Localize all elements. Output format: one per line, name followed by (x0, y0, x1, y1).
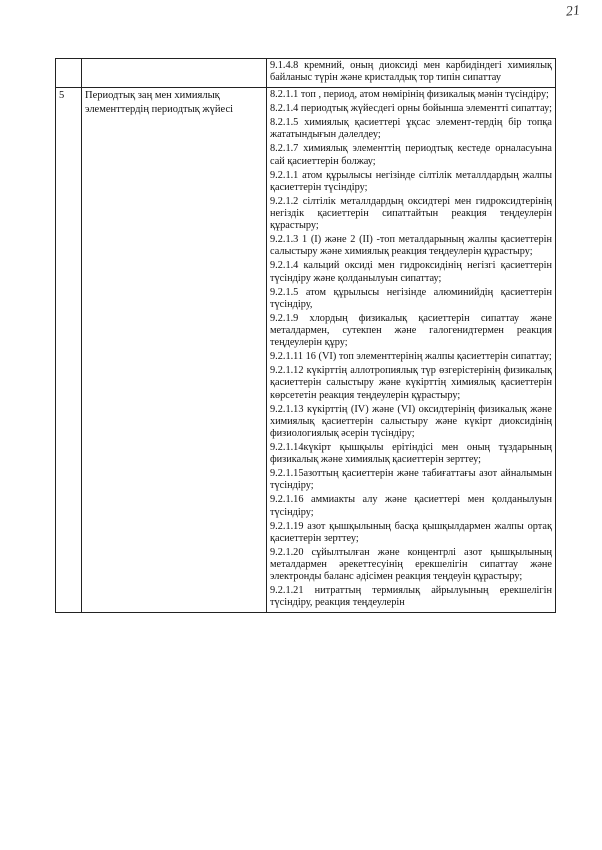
learning-objective: 9.2.1.2 сілтілік металлдардың оксидтері мен гидроксидтерінің негіздік қасиеттерін сипаттайтын реакция теңдеулерін құрастыру; (270, 195, 552, 232)
learning-objective: 9.1.4.8 кремний, оның диоксиді мен карбидіндегі химиялық байланыс түрін және кристалдық тор типін сипаттау (270, 60, 552, 84)
learning-objective: 9.2.1.20 сұйылтылған және концентрлі азот қышқылының металдармен әрекеттесуінің ерекшелігін сипаттау және электронды баланс әдісімен реакция теңдеуін құрастыру; (270, 546, 552, 583)
learning-objective: 8.2.1.7 химиялық элементтің периодтық кестеде орналасуына сай қасиеттерін болжау; (270, 143, 552, 167)
learning-objective: 8.2.1.1 топ , период, атом нөмірінің физикалық мәнін түсіндіру; (270, 89, 549, 101)
learning-objective: 8.2.1.4 периодтық жүйесдегі орны бойынша элементті сипаттау; (270, 103, 552, 115)
learning-objective: 9.2.1.16 аммиакты алу және қасиеттері мен қолданылуын түсіндіру; (270, 494, 552, 518)
objectives-cell (267, 59, 556, 88)
learning-objective: 9.2.1.15азоттың қасиеттерін және табиғаттағы азот айналымын түсіндіру; (270, 468, 552, 492)
learning-objective: 9.2.1.12 күкірттің аллотропиялық түр өзгерістерінің физикалық қасиеттерін салыстыру және күкірттің химиялық қасиеттерін көрсететін реакция теңдеулерін құрастыру; (270, 365, 552, 401)
objectives-cell (267, 88, 556, 613)
topic-cell (82, 59, 267, 88)
learning-objective: 9.2.1.4 кальций оксиді мен гидроксидінің негізгі қасиеттерін түсіндіру және қолданылуын сипаттау; (270, 260, 552, 284)
table-row (56, 88, 556, 613)
row-number: 5 (56, 88, 82, 613)
learning-objective: 8.2.1.5 химиялық қасиеттері ұқсас элемент-тердің бір топқа жататындығын дәлелдеу; (270, 117, 552, 141)
curriculum-table (55, 58, 556, 613)
learning-objective: 9.2.1.21 нитраттың термиялық айрылуының ерекшелігін түсіндіру, реакция теңдеулерін (270, 585, 552, 609)
page-number: 21 (565, 3, 581, 20)
topic-cell: Периодтық заң мен химиялық элементтердің периодтық жүйесі (82, 88, 267, 613)
learning-objective: 9.2.1.1 атом құрылысы негізінде сілтілік металлдардың жалпы қасиеттерін түсіндіру; (270, 169, 552, 193)
table-row (56, 59, 556, 88)
learning-objective: 9.2.1.9 хлордың физикалық қасиеттерін сипаттау және металдармен, сутекпен және галогенидтермен реакция теңдеулерін құру; (270, 312, 552, 349)
learning-objective: 9.2.1.19 азот қышқылының басқа қышқылдармен жалпы ортақ қасиеттерін зерттеу; (270, 520, 552, 544)
learning-objective: 9.2.1.14күкірт қышқылы ерітіндісі мен оның тұздарының физикалық және химиялық қасиеттерін зерттеу; (270, 442, 552, 466)
learning-objective: 9.2.1.13 күкірттің (IV) және (VI) оксидтерінің физикалық және химиялық қасиеттерін салыстыру және күкірт диоксидінің физиологиялық әсерін түсіндіру; (270, 403, 552, 440)
learning-objective: 9.2.1.5 атом құрылысы негізінде алюминийдің қасиеттерін түсіндіру, (270, 286, 552, 310)
row-number (56, 59, 82, 88)
learning-objective: 9.2.1.11 16 (VI) топ элементтерінің жалпы қасиеттерін сипаттау; (270, 351, 552, 363)
learning-objective: 9.2.1.3 1 (I) және 2 (II) -топ металдарының жалпы қасиеттерін салыстыру және химиялық реакция теңдеулерін құрастыру; (270, 234, 552, 258)
